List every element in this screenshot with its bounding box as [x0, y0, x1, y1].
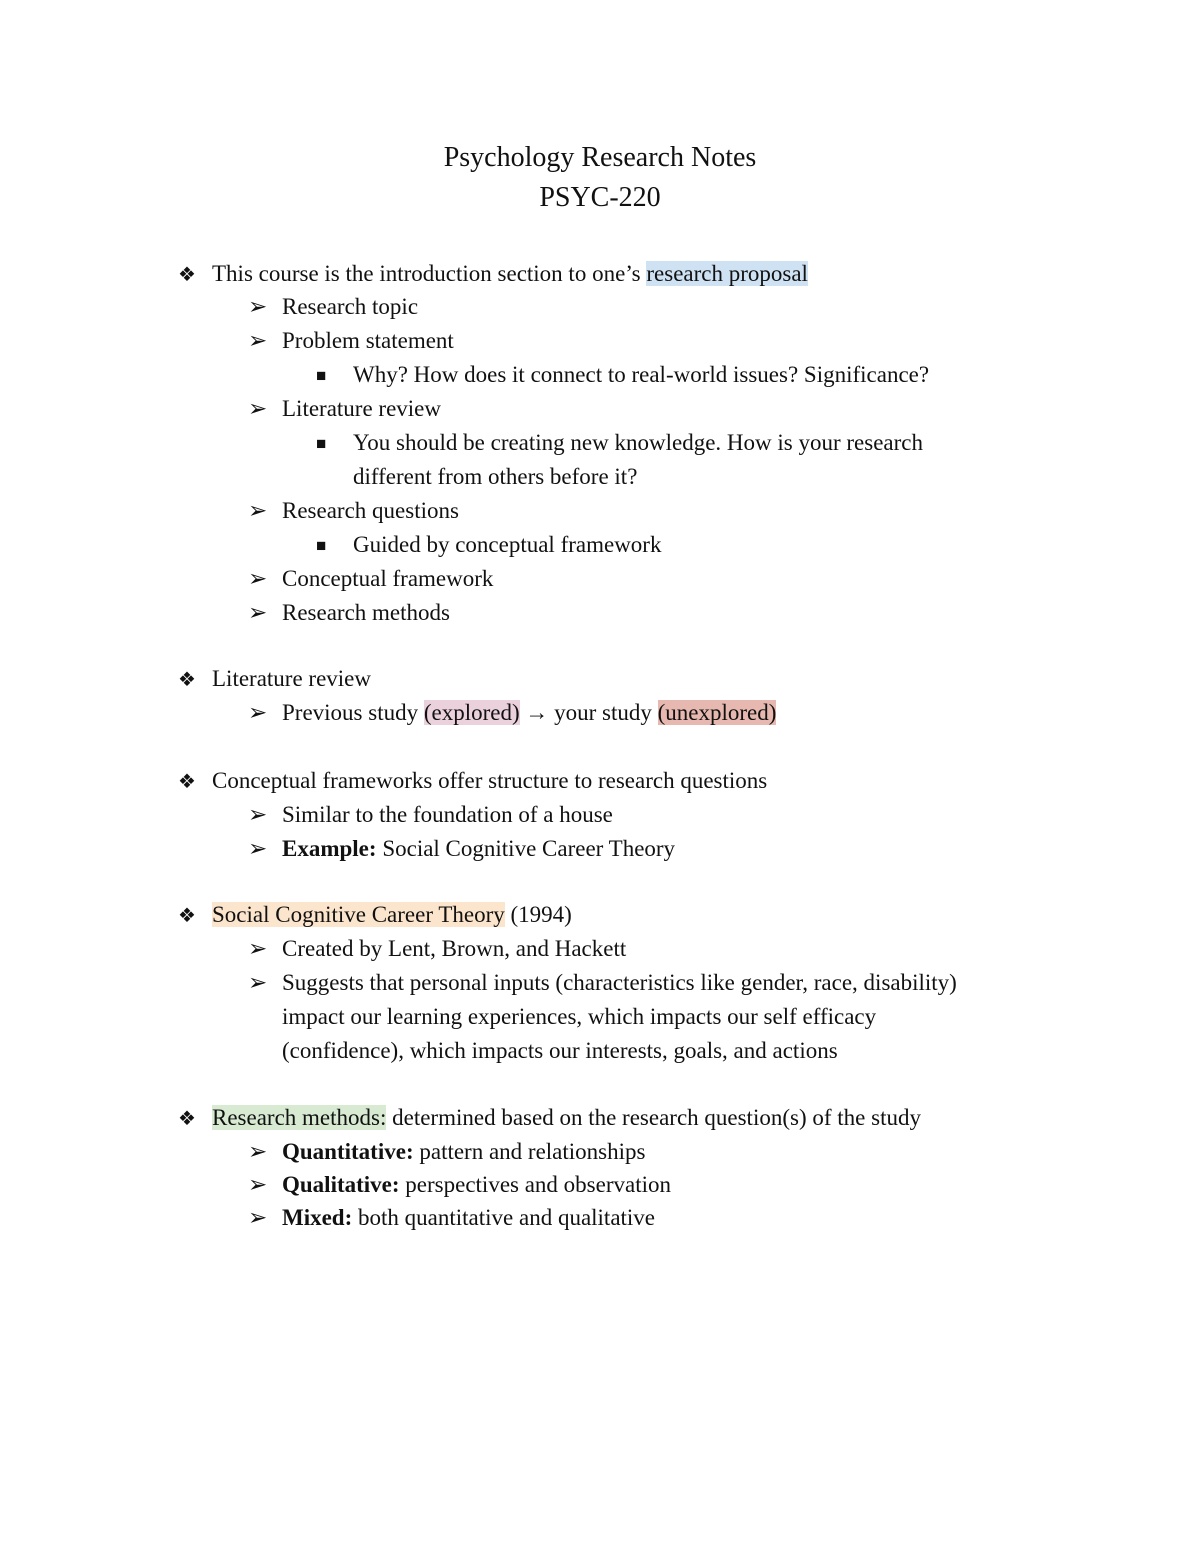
item-text: → your study — [519, 700, 658, 725]
diamond-bullet-icon: ❖ — [178, 669, 196, 691]
arrow-bullet-icon: ➢ — [248, 1172, 268, 1197]
section-sccit — [212, 900, 572, 930]
item-text: pattern and relationships — [413, 1139, 646, 1164]
arrow-bullet-icon: ➢ — [248, 836, 268, 861]
list-item: Created by Lent, Brown, and Hackett — [282, 936, 627, 961]
list-item: Conceptual framework — [282, 566, 494, 591]
section-course-intro — [212, 259, 808, 289]
course-code: PSYC-220 — [539, 182, 661, 213]
section-text: (1994) — [504, 902, 572, 927]
list-subitem-continued: different from others before it? — [353, 464, 638, 489]
square-bullet-icon: ■ — [316, 434, 327, 453]
arrow-bullet-icon: ➢ — [248, 802, 268, 827]
list-subitem: You should be creating new knowledge. How is your research — [353, 430, 923, 455]
list-item: Literature review — [282, 396, 441, 421]
item-label: Example: — [282, 836, 377, 861]
arrow-bullet-icon: ➢ — [248, 328, 268, 353]
section-conceptual-frameworks: Conceptual frameworks offer structure to research questions — [212, 768, 768, 793]
list-item — [282, 834, 675, 864]
arrow-bullet-icon: ➢ — [248, 936, 268, 961]
list-subitem: Why? How does it connect to real-world issues? Significance? — [353, 362, 930, 387]
arrow-bullet-icon: ➢ — [248, 294, 268, 319]
highlight-sccit: Social Cognitive Career Theory — [212, 902, 505, 927]
arrow-bullet-icon: ➢ — [248, 970, 268, 995]
list-item-continued: impact our learning experiences, which impacts our self efficacy — [282, 1004, 877, 1029]
list-item: Suggests that personal inputs (characteristics like gender, race, disability) — [282, 970, 957, 995]
list-item — [282, 1170, 671, 1200]
highlight-unexplored: (unexplored) — [657, 700, 777, 725]
list-item: Similar to the foundation of a house — [282, 802, 613, 827]
item-label: Quantitative: — [282, 1139, 414, 1164]
square-bullet-icon: ■ — [316, 366, 327, 385]
diamond-bullet-icon: ❖ — [178, 264, 196, 286]
highlight-research-proposal: research proposal — [646, 261, 808, 286]
arrow-bullet-icon: ➢ — [248, 600, 268, 625]
arrow-bullet-icon: ➢ — [248, 566, 268, 591]
item-text: perspectives and observation — [399, 1172, 671, 1197]
item-text: both quantitative and qualitative — [352, 1205, 656, 1230]
section-literature-review: Literature review — [212, 666, 371, 691]
section-research-methods — [212, 1103, 921, 1133]
arrow-bullet-icon: ➢ — [248, 396, 268, 421]
section-text: determined based on the research question(s) of the study — [386, 1105, 921, 1130]
item-label: Mixed: — [282, 1205, 353, 1230]
diamond-bullet-icon: ❖ — [178, 1108, 196, 1130]
section-text: This course is the introduction section to one’s — [212, 261, 647, 286]
list-item: Problem statement — [282, 328, 454, 353]
list-item: Research methods — [282, 600, 450, 625]
list-item: Research questions — [282, 498, 459, 523]
list-item-continued: (confidence), which impacts our interests, goals, and actions — [282, 1038, 838, 1063]
highlight-explored: (explored) — [423, 700, 520, 725]
list-item: Research topic — [282, 294, 419, 319]
list-item — [282, 1203, 655, 1233]
arrow-bullet-icon: ➢ — [248, 498, 268, 523]
item-label: Qualitative: — [282, 1172, 400, 1197]
highlight-research-methods: Research methods: — [212, 1105, 387, 1130]
list-item — [282, 1137, 645, 1167]
document-title: Psychology Research Notes — [443, 142, 757, 173]
arrow-bullet-icon: ➢ — [248, 1139, 268, 1164]
square-bullet-icon: ■ — [316, 536, 327, 555]
list-item — [282, 698, 776, 728]
arrow-bullet-icon: ➢ — [248, 1205, 268, 1230]
diamond-bullet-icon: ❖ — [178, 771, 196, 793]
item-text: Previous study — [282, 700, 424, 725]
list-subitem: Guided by conceptual framework — [353, 532, 662, 557]
item-text: Social Cognitive Career Theory — [376, 836, 676, 861]
arrow-bullet-icon: ➢ — [248, 700, 268, 725]
diamond-bullet-icon: ❖ — [178, 905, 196, 927]
